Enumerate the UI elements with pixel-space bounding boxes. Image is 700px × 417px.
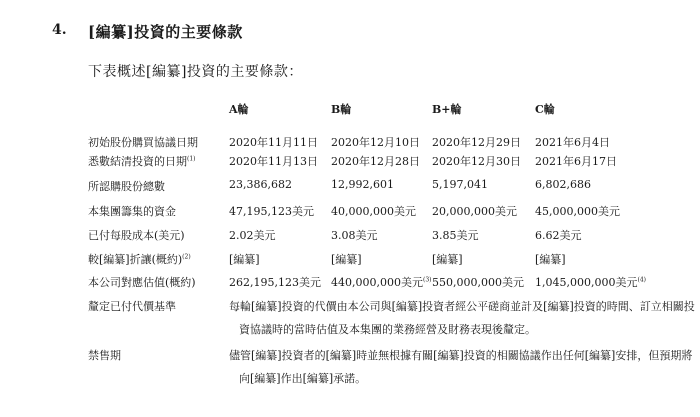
table-cell	[432, 274, 524, 290]
table-cell	[229, 153, 318, 169]
column-header-a: A輪	[229, 103, 249, 116]
row-label	[88, 274, 196, 290]
cell-value: 45,000,000美元	[535, 205, 620, 218]
cell-value: 440,000,000美元	[331, 276, 423, 289]
table-cell	[432, 227, 479, 243]
table-cell	[229, 134, 318, 150]
cell-value: 2020年11月13日	[229, 155, 318, 168]
cell-value: [編纂]	[229, 253, 260, 266]
lockup-text-line-1: 儘管[編纂]投資者的[編纂]時並無根據有關[編纂]投資的相關協議作出任何[編纂]安排，但預期將	[229, 349, 693, 362]
table-cell	[229, 251, 260, 267]
row-label-text: 較[編纂]折讓(概約)	[88, 253, 183, 266]
cell-value: 2020年11月11日	[229, 136, 318, 149]
cell-value: 2020年12月10日	[331, 136, 420, 149]
section-title: [編纂]投資的主要條款	[88, 23, 243, 41]
cell-value: [編纂]	[535, 253, 566, 266]
cell-value: 20,000,000美元	[432, 205, 517, 218]
table-cell	[432, 134, 521, 150]
footnote-marker: (2)	[182, 253, 191, 261]
cell-value: 2020年12月29日	[432, 136, 521, 149]
cell-value: 6.62美元	[535, 229, 582, 242]
cell-value: 2021年6月4日	[535, 136, 610, 149]
row-label	[88, 227, 185, 243]
cell-value: 47,195,123美元	[229, 205, 314, 218]
table-cell	[535, 134, 610, 150]
row-label	[88, 251, 191, 267]
table-cell	[535, 203, 620, 219]
footnote-marker: (3)	[422, 276, 432, 284]
table-cell	[229, 178, 292, 191]
table-cell	[432, 203, 517, 219]
row-label-text: 已付每股成本(美元)	[88, 229, 185, 242]
table-cell	[331, 227, 378, 243]
row-label	[88, 153, 196, 169]
row-label-text: 本集團籌集的資金	[88, 205, 176, 218]
table-cell	[331, 251, 362, 267]
table-cell	[331, 134, 420, 150]
table-cell	[535, 153, 617, 169]
cell-value: 40,000,000美元	[331, 205, 416, 218]
cell-value: 12,992,601	[331, 178, 394, 191]
table-cell	[331, 203, 416, 219]
column-header-bplus: B+輪	[432, 103, 462, 116]
row-label-text: 本公司對應估值(概約)	[88, 276, 196, 289]
cell-value: 2.02美元	[229, 229, 276, 242]
pricing-text-line-1: 每輪[編纂]投資的代價由本公司與[編纂]投資者經公平磋商並計及[編纂]投資的時間、訂立相關投	[229, 300, 695, 313]
cell-value: 1,045,000,000美元	[535, 276, 638, 289]
pricing-text-line-2: 資協議時的當時估值及本集團的業務經營及財務表現後釐定。	[239, 323, 536, 336]
cell-value: [編纂]	[432, 253, 463, 266]
lockup-text-line-2: 向[編纂]作出[編纂]承諾。	[239, 372, 367, 385]
cell-value: 6,802,686	[535, 178, 591, 191]
row-label-text: 所認購股份總數	[88, 180, 165, 193]
row-label	[88, 203, 176, 219]
section-number: 4.	[52, 22, 67, 38]
cell-value: 3.08美元	[331, 229, 378, 242]
lockup-label: 禁售期	[88, 349, 121, 362]
cell-value: 5,197,041	[432, 178, 488, 191]
table-cell	[535, 251, 566, 267]
column-header-c: C輪	[535, 103, 555, 116]
table-cell	[535, 178, 591, 191]
cell-value: 262,195,123美元	[229, 276, 321, 289]
pricing-label: 釐定已付代價基準	[88, 300, 176, 313]
intro-text: 下表概述[編纂]投資的主要條款：	[88, 64, 303, 80]
table-cell	[229, 274, 321, 290]
cell-value: 550,000,000美元	[432, 276, 524, 289]
table-cell	[331, 274, 431, 290]
cell-value: 2021年6月17日	[535, 155, 617, 168]
footnote-marker: (4)	[637, 276, 646, 284]
table-cell	[432, 178, 488, 191]
row-label	[88, 178, 165, 194]
row-label-text: 初始股份購買協議日期	[88, 136, 198, 149]
table-cell	[331, 178, 394, 191]
table-cell	[229, 227, 276, 243]
table-cell	[432, 153, 521, 169]
cell-value: 23,386,682	[229, 178, 292, 191]
table-cell	[229, 203, 314, 219]
cell-value: 3.85美元	[432, 229, 479, 242]
column-header-b: B輪	[331, 103, 352, 116]
row-label	[88, 134, 198, 150]
table-cell	[535, 274, 646, 290]
cell-value: 2020年12月30日	[432, 155, 521, 168]
table-cell	[432, 251, 463, 267]
table-cell	[535, 227, 582, 243]
cell-value: [編纂]	[331, 253, 362, 266]
cell-value: 2020年12月28日	[331, 155, 420, 168]
table-cell	[331, 153, 420, 169]
row-label-text: 悉數結清投資的日期	[88, 155, 187, 168]
footnote-marker: (1)	[187, 155, 196, 163]
